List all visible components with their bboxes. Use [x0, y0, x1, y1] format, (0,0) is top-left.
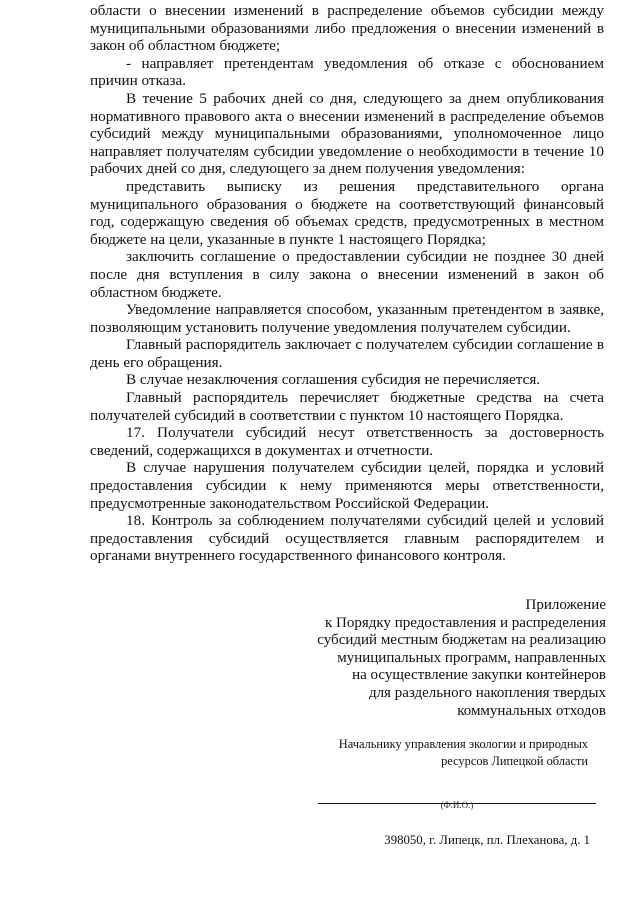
paragraph: представить выписку из решения представительного органа муниципального образования о бюджете на соответствующий финансовый год, содержащую сведения об объемах средств, предусмотренных в местном бюджете на цели, указанные в пункте 1 настоящего Порядка; — [90, 177, 604, 248]
signature-line — [318, 803, 596, 804]
paragraph: В течение 5 рабочих дней со дня, следующего за днем опубликования нормативного правового акта о внесении изменений в распределение объемов субсидий между муниципальными образованиями, уполномоченное лицо направляет получателям субсидии уведомление о необходимости в течение 10 рабочих дней со дня, следующего за днем получения уведомления: — [90, 89, 604, 178]
paragraph: В случае нарушения получателем субсидии целей, порядка и условий предоставления субсидии к нему применяются меры ответственности, предусмотренные законодательством Российской Федерации. — [90, 459, 604, 512]
appendix-line: субсидий местным бюджетам на реализацию — [317, 632, 606, 649]
appendix-line: на осуществление закупки контейнеров — [352, 667, 606, 684]
signature-caption: (Ф.И.О.) — [440, 800, 474, 810]
addressee-block — [300, 736, 588, 770]
paragraph: Главный распорядитель перечисляет бюджетные средства на счета получателей субсидий в соответствии с пунктом 10 настоящего Порядка. — [90, 389, 604, 424]
paragraph: В случае незаключения соглашения субсидия не перечисляется. — [126, 371, 541, 389]
paragraph: Главный распорядитель заключает с получателем субсидии соглашение в день его обращения. — [90, 336, 604, 371]
paragraph: области о внесении изменений в распределение объемов субсидии между муниципальными образованиями либо предложения о внесении изменений в закон об областном бюджете; — [90, 2, 604, 55]
paragraph: 17. Получатели субсидий несут ответственность за достоверность сведений, содержащихся в документах и отчетности. — [90, 424, 604, 459]
appendix-line: к Порядку предоставления и распределения — [325, 614, 606, 631]
appendix-title: Приложение — [525, 597, 606, 613]
appendix-line: муниципальных программ, направленных — [337, 649, 606, 666]
address-line: 398050, г. Липецк, пл. Плеханова, д. 1 — [384, 833, 590, 847]
paragraph: 18. Контроль за соблюдением получателями субсидий целей и условий предоставления субсидий осуществляется главным распорядителем и органами внутреннего государственного финансового контроля. — [90, 512, 604, 565]
document-body — [90, 2, 604, 565]
appendix-header — [300, 597, 606, 720]
addressee-line: Начальнику управления экологии и природных — [338, 737, 588, 751]
paragraph: заключить соглашение о предоставлении субсидии не позднее 30 дней после дня вступления в силу закона о внесении изменений в закон об областном бюджете. — [90, 248, 604, 301]
paragraph: - направляет претендентам уведомления об отказе с обоснованием причин отказа. — [90, 54, 604, 90]
paragraph: Уведомление направляется способом, указанным претендентом в заявке, позволяющим установить получение уведомления получателем субсидии. — [90, 301, 604, 336]
appendix-line: коммунальных отходов — [457, 702, 606, 719]
appendix-line: для раздельного накопления твердых — [368, 684, 606, 701]
addressee-line: ресурсов Липецкой области — [441, 754, 588, 768]
